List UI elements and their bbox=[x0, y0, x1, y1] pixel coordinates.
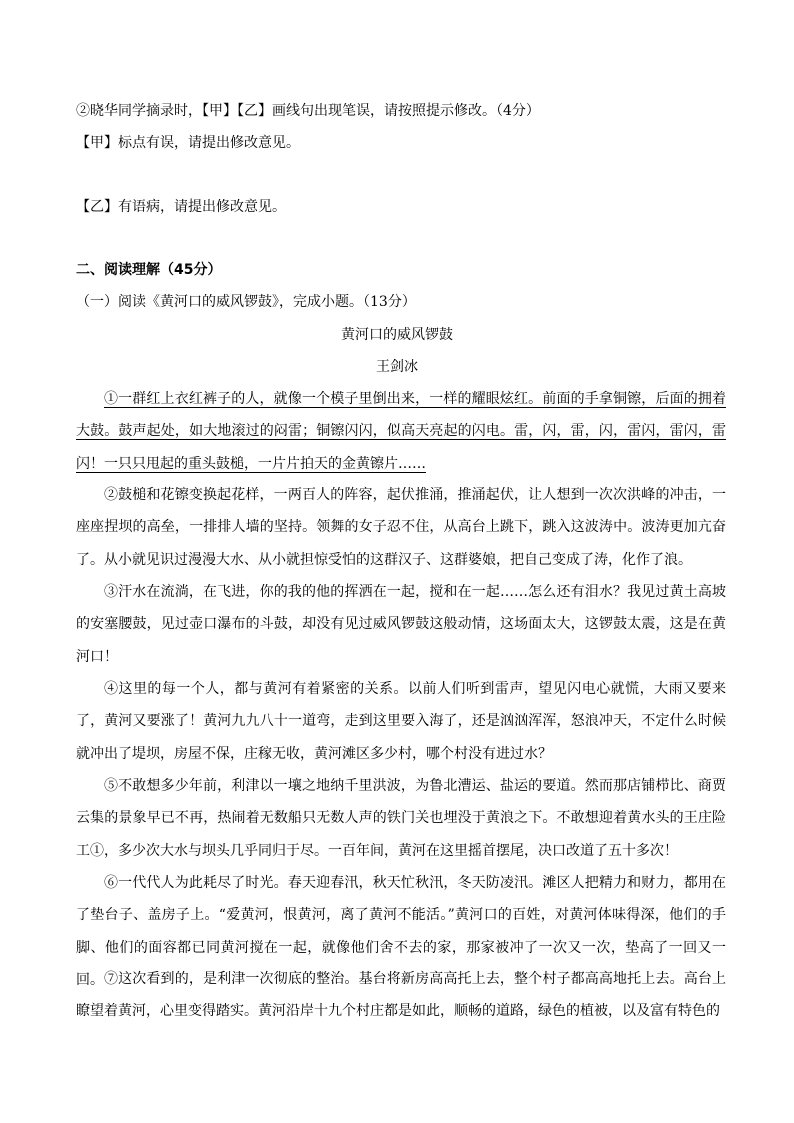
question-q2: ②晓华同学摘录时，【甲】【乙】画线句出现笔误，请按照提示修改。（4分） bbox=[76, 103, 540, 119]
paragraph-1: ①一群红上衣红裤子的人，就像一个模子里倒出来，一样的耀眼炫红。前面的手拿铜镲，后面的拥着大鼓。鼓声起处，如大地滚过的闷雷；铜镲闪闪，似高天亮起的闪电。雷，闪，雷，闪，雷闪，雷闪，雷闪！一只只甩起的重头鼓槌，一片片拍天的金黄镲片…… bbox=[76, 391, 726, 472]
paragraph-6: ⑥一代代人为此耗尽了时光。春天迎春汛，秋天忙秋汛，冬天防凌汛。滩区人把精力和财力，都用在了垫台子、盖房子上。“爱黄河，恨黄河，离了黄河不能活。”黄河口的百姓，对黄河体味得深，他们的手脚、他们的面容都已同黄河搅在一起，就像他们舍不去的家，那家被冲了一次又一次，垫高了一回又一回。 bbox=[76, 875, 726, 988]
paragraph-2: ②鼓槌和花镲变换起花样，一两百人的阵容，起伏推涌，推涌起伏，让人想到一次次洪峰的冲击，一座座捏坝的高垒，一排排人墙的坚持。领舞的女子忍不住，从高台上跳下，跳入这波涛中。波涛更加亢奋了。从小就见识过漫漫大水、从小就担惊受怕的这群汉子、这群婆娘，把自己变成了涛，化作了浪。 bbox=[76, 487, 726, 568]
paragraph-5: ⑤不敢想多少年前，利津以一壤之地纳千里洪波，为鲁北漕运、盐运的要道。然而那店铺栉比、商贾云集的景象早已不再，热闹着无数船只无数人声的铁门关也埋没于黄浪之下。不敢想迎着黄水头的王庄险工①，多少次大水与坝头几乎同归于尽。一百年间，黄河在这里摇首摆尾，决口改道了五十多次！ bbox=[76, 778, 726, 859]
paragraph-4: ④这里的每一个人，都与黄河有着紧密的关系。以前人们听到雷声，望见闪电心就慌，大雨又要来了，黄河又要涨了！黄河九九八十一道弯，走到这里要入海了，还是汹汹浑浑，怒浪冲天，不定什么时候就冲出了堤坝，房屋不保，庄稼无收，黄河滩区多少村，哪个村没有进过水？ bbox=[76, 681, 726, 762]
question-yi: 【乙】有语病，请提出修改意见。 bbox=[76, 199, 286, 215]
paragraph-7: ⑦这次看到的，是利津一次彻底的整治。基台将新房高高托上去，整个村子都高高地托上去。高台上瞭望着黄河，心里变得踏实。黄河沿岸十九个村庄都是如此，顺畅的道路，绿色的植被，以及富有特色的 bbox=[76, 971, 726, 1020]
paragraph-3: ③汗水在流淌，在飞进，你的我的他的挥洒在一起，搅和在一起……怎么还有泪水？我见过黄土高坡的安塞腰鼓，见过壶口瀑布的斗鼓，却没有见过威风锣鼓这般动情，这场面太大，这锣鼓太震，这是在黄河口！ bbox=[76, 584, 726, 665]
section-heading: 二、阅读理解（45分） bbox=[76, 262, 222, 278]
article-author: 王剑冰 bbox=[376, 359, 418, 375]
section-subheading: （一）阅读《黄河口的威风锣鼓》，完成小题。（13分） bbox=[76, 294, 416, 310]
article-title: 黄河口的威风锣鼓 bbox=[341, 327, 453, 343]
question-jia: 【甲】标点有误，请提出修改意见。 bbox=[76, 135, 300, 151]
